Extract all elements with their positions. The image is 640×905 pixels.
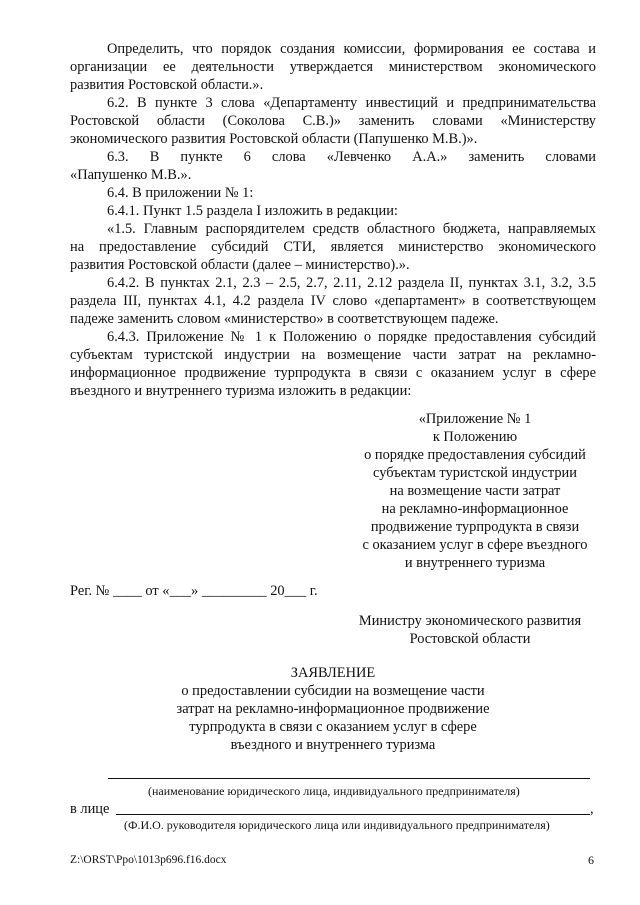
body-line: 6.2. В пункте 3 слова «Департаменту инвестиций и предпринимательства — [107, 95, 596, 111]
statement-line: въездного и внутреннего туризма — [230, 737, 436, 753]
registration-line: Рег. № ____ от «___» _________ 20___ г. — [70, 583, 318, 599]
statement-title: ЗАЯВЛЕНИЕ — [290, 665, 376, 681]
body-line: 6.4. В приложении № 1: — [107, 185, 254, 201]
body-line: Определить, что порядок создания комиссии, формирования ее состава и — [107, 41, 596, 57]
trailing-comma: , — [590, 801, 594, 817]
person-name-line — [116, 814, 590, 815]
body-line: «1.5. Главным распорядителем средств областного бюджета, направляемых — [107, 221, 596, 237]
appendix-line: о порядке предоставления субсидий — [364, 447, 586, 463]
footer-file-path: Z:\ORST\Ppo\1013p696.f16.docx — [70, 854, 227, 866]
body-line: на предоставление субсидий СТИ, является министерство экономического — [70, 239, 596, 255]
appendix-line: на возмещение части затрат — [389, 483, 561, 499]
appendix-line: с оказанием услуг в сфере въездного — [362, 537, 588, 553]
body-line: экономического развития Ростовской области (Папушенко М.В.)». — [70, 131, 478, 147]
appendix-line: к Положению — [432, 429, 518, 445]
appendix-line: «Приложение № 1 — [418, 411, 532, 427]
statement-line: затрат на рекламно-информационное продвижение — [176, 701, 490, 717]
page-number: 6 — [588, 853, 594, 867]
statement-line: о предоставлении субсидии на возмещение части — [181, 683, 485, 699]
body-line: 6.3. В пункте 6 слова «Левченко А.А.» заменить словами — [107, 149, 596, 165]
body-line: развития Ростовской области.». — [70, 77, 264, 93]
body-line: развития Ростовской области (далее – министерство).». — [70, 257, 410, 273]
body-line: въездного и внутреннего туризма изложить в редакции: — [70, 383, 412, 399]
body-line: раздела III, пунктах 4.1, 4.2 раздела IV слово «департамент» в соответствующем — [70, 293, 596, 309]
body-line: «Папушенко М.В.». — [70, 167, 192, 183]
addressee-line: Ростовской области — [409, 631, 531, 647]
body-line: 6.4.2. В пунктах 2.1, 2.3 – 2.5, 2.7, 2.11, 2.12 раздела II, пунктах 3.1, 3.2, 3.5 — [107, 275, 596, 291]
in-person-label: в лице — [70, 801, 110, 817]
body-line: субъектам туристской индустрии на возмещение части затрат на рекламно- — [70, 347, 596, 363]
body-line: падеже заменить словом «министерство» в соответствующем падеже. — [70, 311, 499, 327]
body-line: организации ее деятельности утверждается министерством экономического — [70, 59, 596, 75]
statement-line: турпродукта в связи с оказанием услуг в сфере — [189, 719, 477, 735]
body-line: 6.4.3. Приложение № 1 к Положению о порядке предоставления субсидий — [107, 329, 596, 345]
body-line: 6.4.1. Пункт 1.5 раздела I изложить в редакции: — [107, 203, 398, 219]
addressee-line: Министру экономического развития — [358, 613, 582, 629]
appendix-line: продвижение турпродукта в связи — [370, 519, 580, 535]
body-line: информационное продвижение турпродукта в связи с оказанием услуг в сфере — [70, 365, 596, 381]
entity-name-line — [108, 778, 590, 779]
appendix-line: и внутреннего туризма — [404, 555, 546, 571]
appendix-line: на рекламно-информационное — [381, 501, 569, 517]
appendix-line: субъектам туристской индустрии — [373, 465, 577, 481]
person-name-caption: (Ф.И.О. руководителя юридического лица или индивидуального предпринимателя) — [124, 818, 550, 832]
entity-name-caption: (наименование юридического лица, индивидуального предпринимателя) — [148, 784, 520, 798]
body-line: Ростовской области (Соколова С.В.)» заменить словами «Министерству — [70, 113, 596, 129]
